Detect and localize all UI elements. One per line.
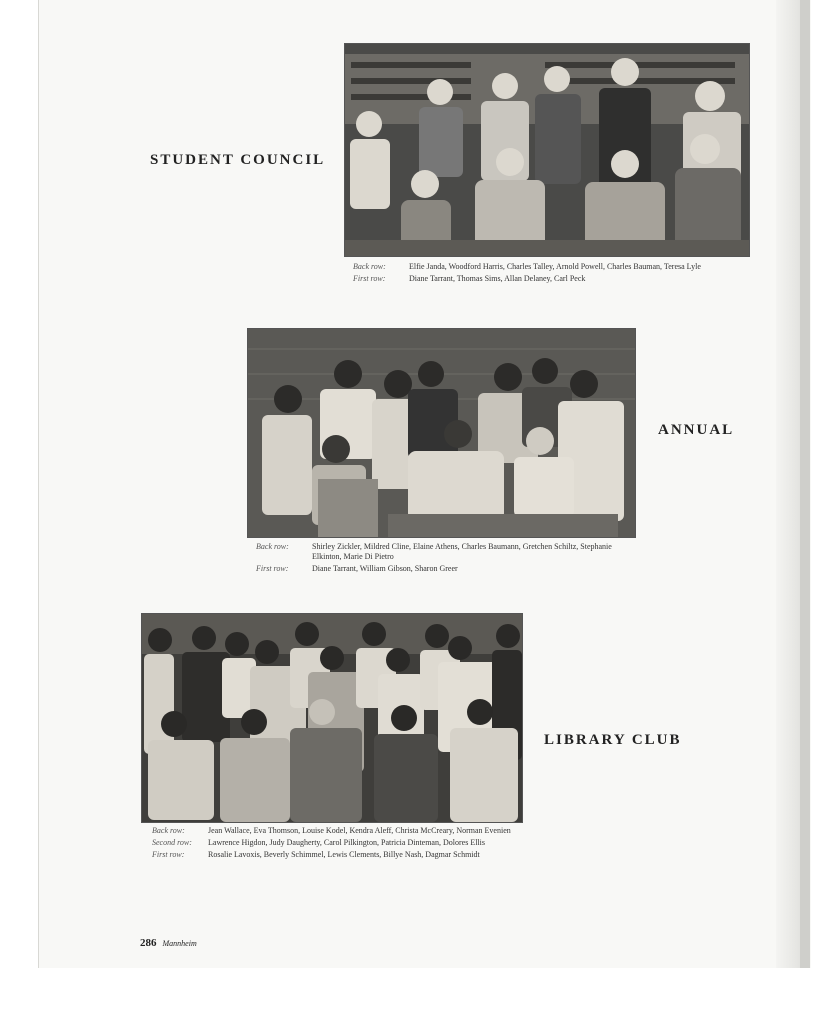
caption-row <box>152 838 522 848</box>
caption-row-names: Shirley Zickler, Mildred Cline, Elaine Athens, Charles Baumann, Gretchen Schiltz, Stephanie Elkinton, Marie Di Pietro <box>312 542 612 561</box>
caption-row <box>152 826 522 836</box>
caption-row-label: Back row: <box>256 542 289 551</box>
caption-row-names: Diane Tarrant, William Gibson, Sharon Greer <box>312 564 458 573</box>
caption-row <box>256 542 636 562</box>
caption-row <box>353 274 749 284</box>
caption-row-label: Second row: <box>152 838 192 847</box>
section-heading-student-council: STUDENT COUNCIL <box>150 152 326 168</box>
student-council-caption <box>353 262 749 284</box>
caption-row-label: First row: <box>152 850 185 859</box>
student-council-photo <box>345 44 749 256</box>
page-number: 286 <box>140 937 157 949</box>
library-club-caption <box>152 826 522 860</box>
annual-caption <box>256 542 636 574</box>
caption-row-names: Jean Wallace, Eva Thomson, Louise Kodel, Kendra Aleff, Christa McCreary, Norman Evenien <box>208 826 511 835</box>
caption-row <box>152 850 522 860</box>
library-club-photo <box>142 614 522 822</box>
caption-row-label: First row: <box>256 564 289 573</box>
caption-row-label: First row: <box>353 274 386 283</box>
page-footer <box>140 937 197 949</box>
publication-name: Mannheim <box>162 939 197 948</box>
section-heading-annual: ANNUAL <box>658 422 735 438</box>
caption-row <box>353 262 749 272</box>
section-heading-library-club: LIBRARY CLUB <box>544 732 682 748</box>
page-gutter <box>800 0 810 968</box>
caption-row-names: Diane Tarrant, Thomas Sims, Allan Delaney, Carl Peck <box>409 274 586 283</box>
annual-photo <box>248 329 635 537</box>
caption-row-names: Lawrence Higdon, Judy Daugherty, Carol Pilkington, Patricia Dinteman, Dolores Ellis <box>208 838 485 847</box>
caption-row <box>256 564 636 574</box>
caption-row-label: Back row: <box>152 826 185 835</box>
caption-row-names: Rosalie Lavoxis, Beverly Schimmel, Lewis Clements, Billye Nash, Dagmar Schmidt <box>208 850 480 859</box>
caption-row-names: Elfie Janda, Woodford Harris, Charles Talley, Arnold Powell, Charles Bauman, Teresa Lyle <box>409 262 701 271</box>
caption-row-label: Back row: <box>353 262 386 271</box>
